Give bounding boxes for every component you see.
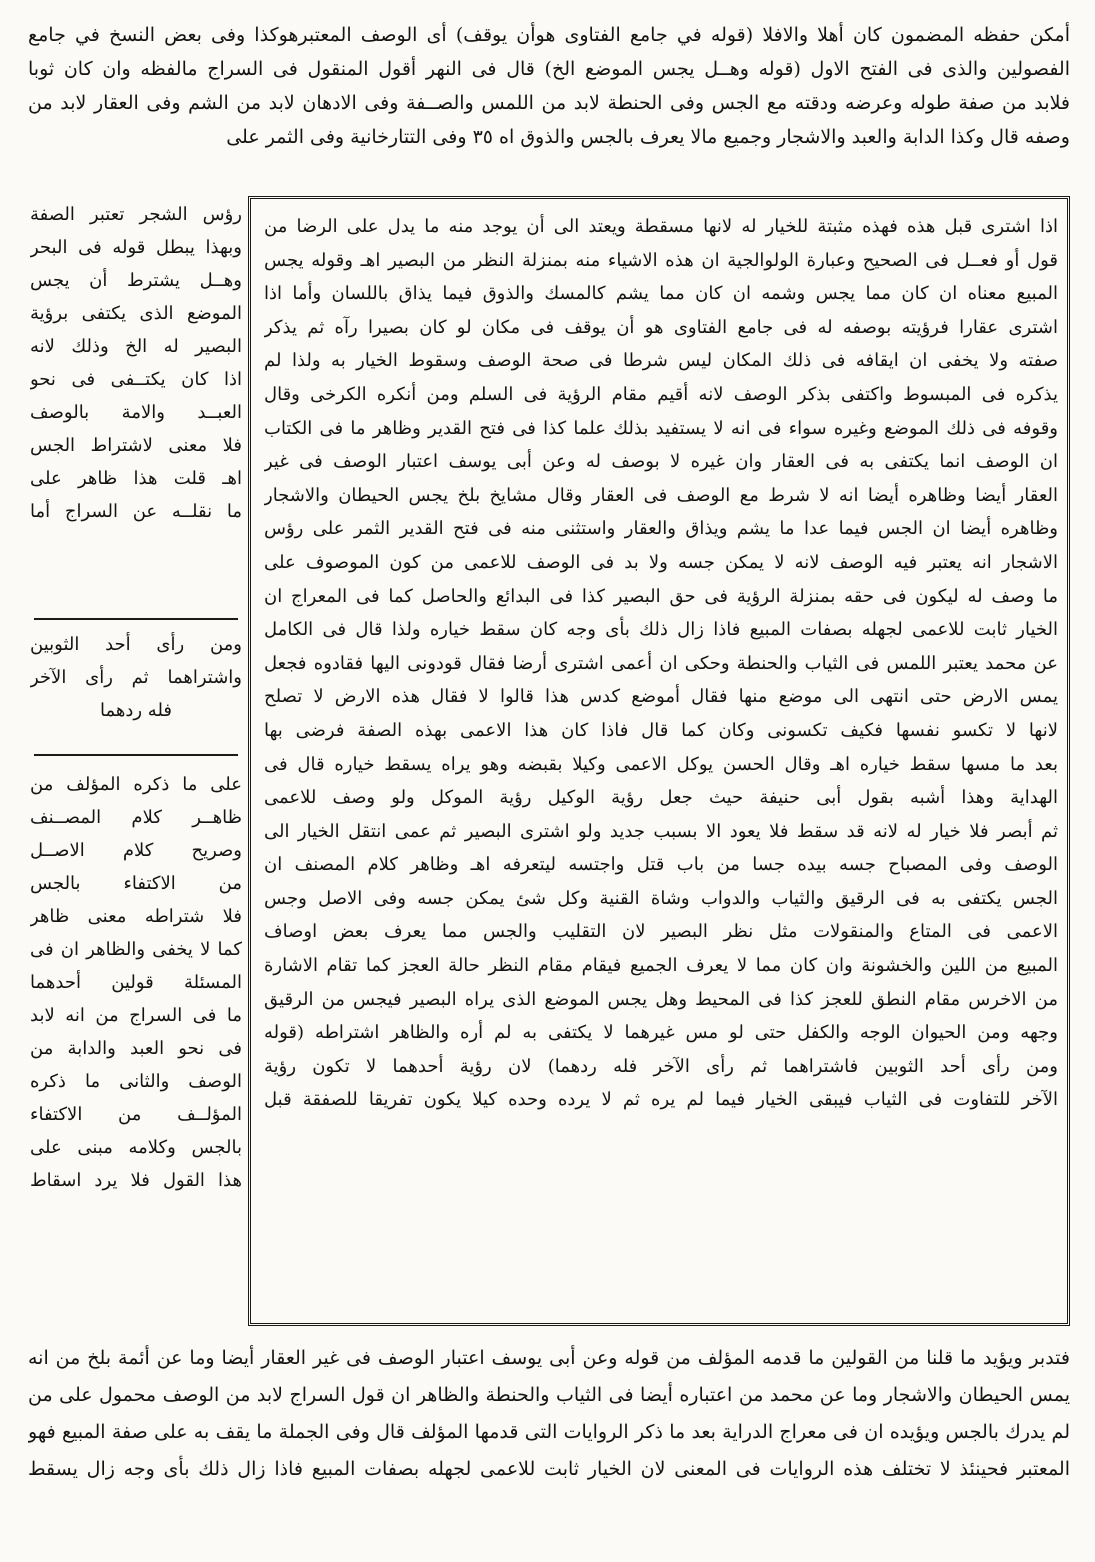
text-line: واشتراهما ثم رأى الآخر <box>30 667 242 688</box>
text-line: من الاكتفاء بالجس <box>30 873 242 894</box>
text-line: الوصف والثانى ما ذكره <box>30 1071 242 1092</box>
text-line: بعد ما مسها سقط خياره اهـ وقال الحسن يوكل الاعمى وكيلا بقبضه وهو يراه يسقط خياره قال فى <box>264 753 1058 775</box>
text-line: اذا كان يكتــفى فى نحو <box>30 369 242 390</box>
text-line: لانها لا تكسو نفسها فكيف تكسونى وكان كما قال فاذا كان هذا الاعمى بهذه الصفة فرضى بها <box>264 719 1058 741</box>
text-line: يمس الحيطان والاشجار وما عن محمد من اعتباره أيضا فى الثياب والحنطة والظاهر ان قول السراج لابد من الوصف محمول على من <box>28 1384 1070 1406</box>
text-line: المسئلة قولين أحدهما <box>30 972 242 993</box>
text-line: فى نحو العبد والدابة من <box>30 1038 242 1059</box>
text-line: الهداية وهذا أشبه بقول أبى حنيفة حيث جعل رؤية الوكيل رؤية الموكل ولو وصف للاعمى <box>264 787 1058 809</box>
text-line: أمكن حفظه المضمون كان أهلا والافلا (قوله في جامع الفتاوى هوأن يوقف) أى الوصف المعتبرهوكذا وفى بعض النسخ في جامع <box>28 24 1070 46</box>
text-line: وهــل يشترط أن يجس <box>30 270 242 291</box>
text-line: المعتبر فحينئذ لا تختلف هذه الروايات فى المعنى لان الخيار ثابت للاعمى لجهله بصفات المبيع فاذا زال ذلك بأى وجه زال يسقط <box>28 1458 1070 1480</box>
text-line: قول أو فعــل فى الصحيح وعبارة الولوالجية ان هذه الاشياء منه بمنزلة النظر من البصير اهـ وقوله يجس <box>264 249 1058 271</box>
top-commentary <box>28 18 1070 154</box>
text-line: ان الوصف انما يكتفى به فى العقار وان غيره لا بوصف له وعن أبى يوسف اعتبار الوصف فى غير <box>264 451 1058 473</box>
text-line: الفصولين والذى فى الفتح الاول (قوله وهــل يجس الموضع الخ) قال فى النهر أقول المنقول فى السراج مالفظه وان كان ثوبا <box>28 58 1070 80</box>
text-line: ما وصف له ليكون فى حقه بمنزلة الرؤية فى حق البصير كذا فى البدائع والحاصل كما فى المعراج ان <box>264 585 1058 607</box>
text-line: ومن رأى أحد الثوبين فاشتراهما ثم رأى الآخر فله ردهما) لان رؤية أحدهما لا تكون رؤية <box>264 1055 1058 1077</box>
text-line: اهـ قلت هذا ظاهر على <box>30 468 242 489</box>
margin-commentary-1 <box>30 198 242 528</box>
margin-divider <box>34 618 238 620</box>
text-line: ثم أبصر فلا خيار له لانه قد سقط فلا يعود الا بسبب جديد ولو اشترى البصير ثم عمى انتقل الخيار الى <box>264 820 1058 842</box>
text-line: لم يدرك بالجس ويؤيده ان فى معراج الدراية بعد ما ذكر الروايات التى قدمها المؤلف قال وفى الجملة ما يقف به على صفة المبيع فهو <box>28 1421 1070 1443</box>
text-line: وصريح كلام الاصــل <box>30 840 242 861</box>
text-line: وقوفه فى ذلك الموضع وغيره سواء فى انه لا يستفيد بذلك علما كذا فى فتح القدير وظاهر ما فى الكتاب <box>264 417 1058 439</box>
bottom-commentary <box>28 1340 1070 1488</box>
text-line: الجس يكتفى به فى الرقيق والثياب والدواب وشاة القنية وكل شئ يمكن جسه وفى الاصل وجس <box>264 887 1058 909</box>
text-line: هذا القول فلا يرد اسقاط <box>30 1170 242 1191</box>
text-line: عن محمد يعتبر اللمس فى الثياب والحنطة وحكى ان أعمى اشترى أرضا فقال قودونى اليها فقادوه فجعل <box>264 652 1058 674</box>
margin-commentary-2 <box>30 768 242 1197</box>
text-line: وجهه ومن الحيوان الوجه والكفل حتى لو مس غيرهما لا يكتفى به لم أره والظاهر اشتراطه (قوله <box>264 1022 1058 1044</box>
text-line: فله ردهما <box>99 700 173 721</box>
text-line: ظاهــر كلام المصــنف <box>30 807 242 828</box>
text-line: اشترى عقارا فرؤيته بوصفه له فى جامع الفتاوى هو أن يوقف فى مكان لو كان بصيرا رآه ثم يذكر <box>264 316 1058 338</box>
text-line: الآخر للتفاوت فى الثياب فيبقى الخيار فيما لم يره ثم لا يرده وحده كيلا يكون تفريقا للصفقة قبل <box>264 1089 1058 1111</box>
text-line: على ما ذكره المؤلف من <box>30 774 242 795</box>
text-line: الخيار ثابت للاعمى لجهله بصفات المبيع فاذا زال ذلك بأى وجه كان سقط خياره ولذا قال فى الكامل <box>264 619 1058 641</box>
text-line: وبهذا يبطل قوله فى البحر <box>30 237 242 258</box>
text-line: من الاخرس مقام النطق للعجز كذا فى المحيط وهل يجس الموضع الذى يراه البصير فيجس من الرقيق <box>264 988 1058 1010</box>
margin-heading <box>30 628 242 727</box>
text-line: العبــد والامة بالوصف <box>30 402 242 423</box>
text-line: الموضع الذى يكتفى برؤية <box>30 303 242 324</box>
text-line: وظاهره أيضا ان الجس فيما عدا ما يشم ويذاق والعقار واستثنى منه فى فتح القدير الثمر على رؤس <box>264 518 1058 540</box>
text-line: فلا معنى لاشتراط الجس <box>30 435 242 456</box>
text-line: فلابد من صفة طوله وعرضه ودقته مع الجس وفى الحنطة لابد من اللمس والصــفة وفى الادهان لابد من الشم وفى العقار لابد من <box>28 92 1070 114</box>
text-line: العقار أيضا وظاهره أيضا انه لا شرط مع الوصف فى العقار وقال مشايخ بلخ يجس الحيطان والاشجار <box>264 484 1058 506</box>
text-line: ما نقلــه عن السراج أما <box>30 501 242 522</box>
text-line: الوصف وفى المصباح جسه بيده جسا من باب قتل واجتسه ليتعرفه اهـ وظاهر كلام المصنف ان <box>264 854 1058 876</box>
text-line: اذا اشترى قبل هذه فهذه مثبتة للخيار له لانها مسقطة ويعتد الى أن يوجد منه ما يدل على الرضا من <box>264 216 1058 237</box>
text-line: رؤس الشجر تعتبر الصفة <box>30 204 242 225</box>
text-line: بالجس وكلامه مبنى على <box>30 1137 242 1158</box>
text-line: الاعمى فى المتاع والمنقولات مثل نظر البصير لان التقليب والجس مما يعرف بعض اوصاف <box>264 921 1058 943</box>
text-line: المبيع من اللين والخشونة وان كان مما لا يعرف الجميع فيقام مقام النظر حالة العجز كما تقام الاشارة <box>264 955 1058 977</box>
text-line: كما لا يخفى والظاهر ان فى <box>30 939 242 960</box>
main-text-block <box>264 210 1058 1117</box>
text-line: فتدبر ويؤيد ما قلنا من القولين ما قدمه المؤلف من قوله وعن أبى يوسف اعتبار الوصف فى غير العقار أيضا وما عن أئمة بلخ من انه <box>28 1347 1070 1369</box>
text-line: وصفه قال وكذا الدابة والعبد والاشجار وجميع مالا يعرف بالجس والذوق اه ٣٥ وفى التتارخانية وفى الثمر على <box>226 126 1070 148</box>
margin-divider <box>34 754 238 756</box>
text-line: ومن رأى أحد الثوبين <box>30 634 242 655</box>
text-line: يذكره فى المبسوط واكتفى بذكر الوصف لانه أقيم مقام الرؤية فى السلم ومن أنكره الكرخى وقال <box>264 383 1058 405</box>
text-line: صفته ولا يخفى ان ايقافه فى ذلك المكان ليس شرطا فى صحة الوصف وسقوط الخيار به ولذا لم <box>264 350 1058 372</box>
text-line: البصير له الخ وذلك لانه <box>30 336 242 357</box>
text-line: الاشجار انه يعتبر فيه الوصف لانه لا يمكن جسه ولا بد فى الوصف للاعمى من كون الموصوف على <box>264 551 1058 573</box>
text-line: المؤلــف من الاكتفاء <box>30 1104 242 1125</box>
text-line: فلا شتراطه معنى ظاهر <box>30 906 242 927</box>
text-line: المبيع معناه ان كان مما يجس وشمه ان كان مما يشم كالمسك والذوق فيما يذاق باللسان وأما اذا <box>264 283 1058 305</box>
text-line: ما فى السراج من انه لابد <box>30 1005 242 1026</box>
text-line: يمس الارض حتى انتهى الى موضع منها فقال أموضع كدس هذا قالوا لا فقال هذه الارض لا تصلح <box>264 686 1058 708</box>
